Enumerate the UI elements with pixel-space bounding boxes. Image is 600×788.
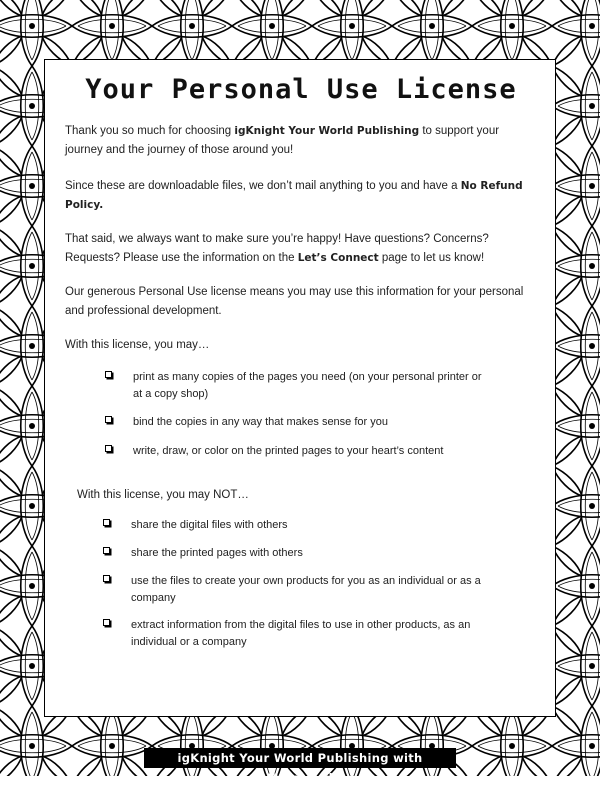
checkbox-icon [103, 575, 110, 582]
checkbox-icon [105, 445, 112, 452]
checkbox-icon [105, 371, 112, 378]
contact-paragraph [65, 230, 525, 268]
intro-paragraph [65, 122, 525, 160]
may-not-heading: With this license, you may NOT… [77, 489, 249, 501]
intro-text-start: Thank you so much for choosing [65, 125, 235, 137]
refund-policy: No Refund Policy. [65, 180, 523, 211]
checkbox-icon [103, 519, 110, 526]
may-heading: With this license, you may… [65, 339, 210, 351]
checkbox-icon [105, 416, 112, 423]
brand-name: igKnight Your World Publishing [234, 125, 420, 137]
refund-text: Since these are downloadable files, we don’t mail anything to you and have a [65, 180, 461, 192]
checkbox-icon [103, 619, 110, 626]
license-panel: Your Personal Use License Thank you so much for choosing igKnight Your World Publishing to support your journey and the journey of those around you! Since these are downloadable files, we don’t mail anything to you and have a No Refund Policy. That said, we always want to make sure you’re happy! Have questions? Concerns? Requests? Please use the information on the Let’s Connect page to let us know! Our generous Personal Use license means you may use this information for your personal and professional development. With this license, you may… print as many copies of the pages you need (on your personal printer or at a copy shop) bind the copies in any way that makes sense for you write, draw, or color on the printed pages to your heart’s content With this license, you may NOT… share the digital files with others share the printed pages with others use the files to create your own products for you as an individual or as a company extract information from the digital files to use in other products, as an individual or a company [44, 59, 556, 717]
intro-text-end: to support your journey and the journey of those around you! [65, 125, 500, 156]
page-title: Your Personal Use License [85, 74, 517, 105]
refund-paragraph [65, 177, 525, 215]
lets-connect-link: Let’s Connect [297, 252, 379, 264]
license-note: Our generous Personal Use license means you may use this information for your personal and professional development. [65, 286, 524, 317]
publisher-footer: igKnight Your World Publishing with MamaRed [144, 748, 456, 768]
contact-text-start: That said, we always want to make sure you’re happy! Have questions? Concerns? Requests? Please use the information on the [65, 233, 489, 264]
checkbox-icon [103, 547, 110, 554]
contact-text-end: page to let us know! [378, 252, 485, 264]
